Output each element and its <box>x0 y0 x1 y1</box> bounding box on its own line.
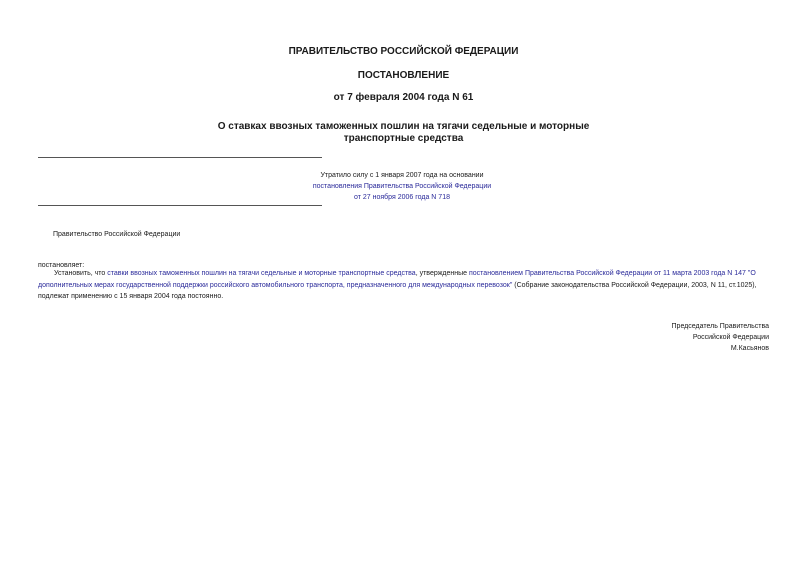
status-note-text: Утратило силу с 1 января 2007 года на основании <box>320 172 484 179</box>
paragraph-text: (Собрание законодательства Российской Федерации, 2003, N 11, ст.1025), подлежат применению с 15 января 2004 года постоянно. <box>38 281 757 300</box>
divider-top <box>38 157 322 158</box>
paragraph-text: Установить, что <box>54 270 108 277</box>
signature-block <box>672 321 769 354</box>
document-title-line-1: О ставках ввозных таможенных пошлин на тягачи седельные и моторные <box>217 121 590 132</box>
status-note-link-decree[interactable]: постановления Правительства Российской Федерации <box>312 183 492 190</box>
main-paragraph <box>38 268 771 303</box>
organization-heading: ПРАВИТЕЛЬСТВО РОССИЙСКОЙ ФЕДЕРАЦИИ <box>288 46 519 57</box>
signature-name: М.Касьянов <box>730 345 769 352</box>
link-resolution[interactable]: постановлением <box>469 270 523 277</box>
status-note-link-date[interactable]: от 27 ноября 2006 года N 718 <box>354 194 450 201</box>
issuer-text: Правительство Российской Федерации <box>53 231 181 238</box>
document-title-line-2: транспортные средства <box>343 133 464 144</box>
signature-organization: Российской Федерации <box>692 334 769 341</box>
status-note <box>262 170 542 203</box>
divider-bottom <box>38 205 322 206</box>
document-type-heading: ПОСТАНОВЛЕНИЕ <box>357 70 450 81</box>
decree-word: постановляет: <box>38 262 85 269</box>
signature-position: Председатель Правительства <box>671 323 769 330</box>
document-title <box>0 121 807 145</box>
link-government-resolution-147[interactable]: Правительства Российской Федерации от 11 марта 2003 года N 147 "О дополнительных мерах государственной поддержки российского автомобильного транспорта, предназначенного для международных перевозок" <box>38 270 756 289</box>
link-tariff-rates[interactable]: ставки ввозных таможенных пошлин на тягачи седельные и моторные транспортные средства <box>107 270 416 277</box>
document-date-number: от 7 февраля 2004 года N 61 <box>333 92 474 103</box>
paragraph-text: , утвержденные <box>415 270 469 277</box>
